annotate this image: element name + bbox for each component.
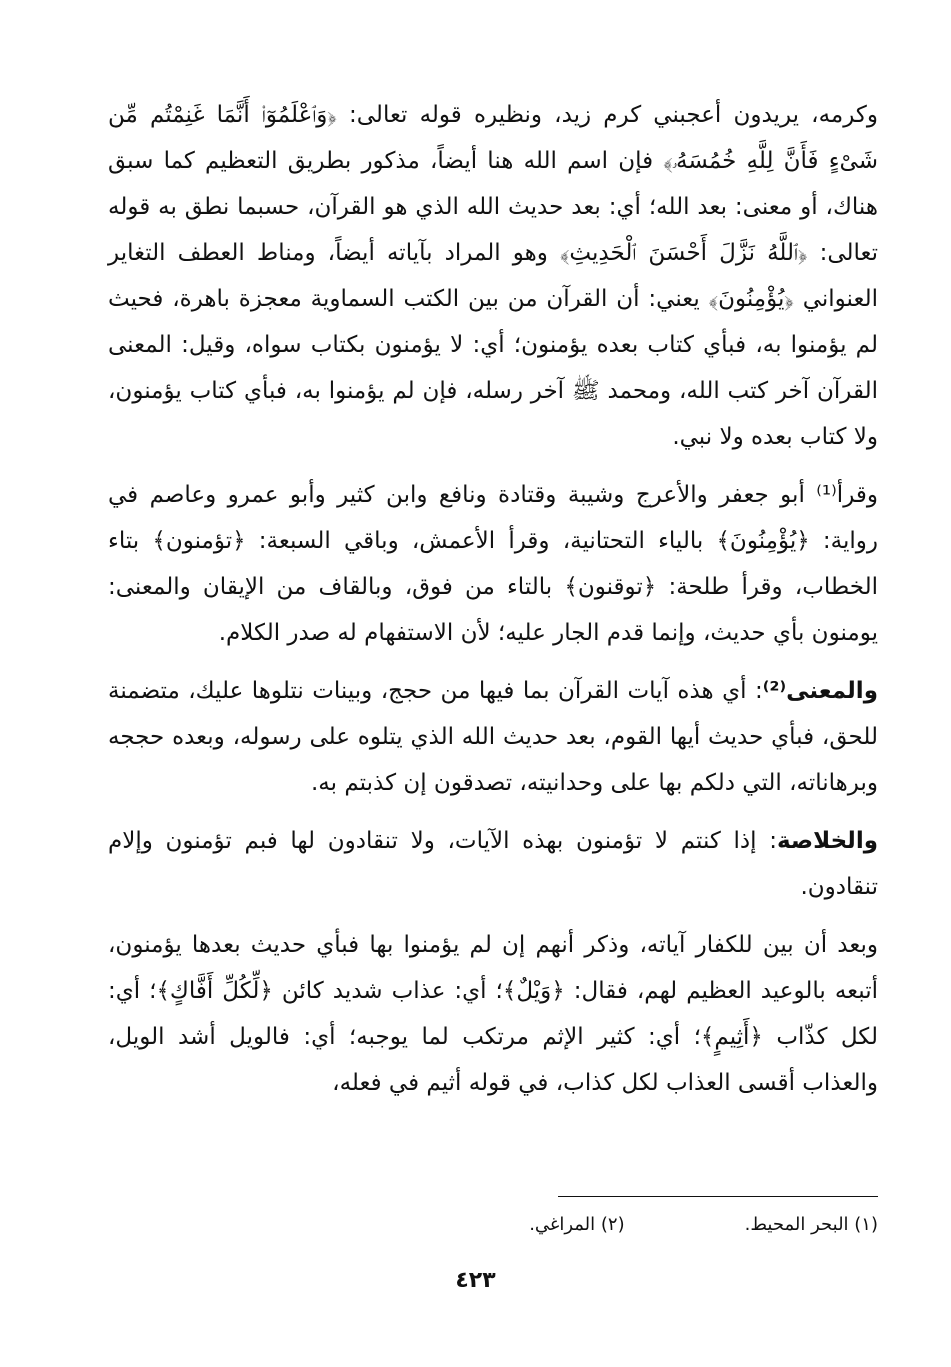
- paragraph-2-text: وقرأ⁽¹⁾ أبو جعفر والأعرج وشيبة وقتادة ونافع وابن كثير وأبو عمرو وعاصم في رواية: ﴿يُؤْمِنُونَ﴾ بالياء التحتانية، وقرأ الأعمش، وباقي السبعة: ﴿تؤمنون﴾ بتاء الخطاب، وقرأ طلحة: ﴿توقنون﴾ بالتاء من فوق، وبالقاف من الإيقان والمعنى: يومنون بأي حديث، وإنما قدم الجار عليه؛ لأن الاستفهام له صدر الكلام.: [108, 482, 878, 646]
- paragraph-1-text: وكرمه، يريدون أعجبني كرم زيد، ونظيره قوله تعالى: ﴿وَٱعْلَمُوٓا۟ أَنَّمَا غَنِمْتُم مِّن شَىْءٍ فَأَنَّ لِلَّهِ خُمُسَهُۥ﴾ فإن اسم الله هنا أيضاً، مذكور بطريق التعظيم كما سبق هناك، أو معنى: بعد الله؛ أي: بعد حديث الله الذي هو القرآن، حسبما نطق به قوله تعالى: ﴿ٱللَّهُ نَزَّلَ أَحْسَنَ ٱلْحَدِيثِ﴾ وهو المراد بآياته أيضاً، ومناط العطف التغاير العنواني ﴿يُؤْمِنُونَ﴾ يعني: أن القرآن من بين الكتب السماوية معجزة باهرة، فحيث لم يؤمنوا به، فبأي كتاب بعده يؤمنون؛ أي: لا يؤمنون بكتاب سواه، وقيل: المعنى القرآن آخر كتب الله، ومحمد ﷺ آخر رسله، فإن لم يؤمنوا به، فبأي كتاب يؤمنون، ولا كتاب بعده ولا نبي.: [108, 102, 878, 450]
- paragraph-3-text: : أي هذه آيات القرآن بما فيها من حجج، وبينات نتلوها عليك، متضمنة للحق، فبأي حديث أيها القوم، بعد حديث الله الذي يتلوه على رسوله، وبعده حججه وبرهاناته، التي دلكم بها على وحدانيته، تصدقون إن كذبتم به.: [108, 678, 878, 796]
- paragraph-4-text: : إذا كنتم لا تؤمنون بهذه الآيات، ولا تنقادون لها فبم تؤمنون وإلام تنقادون.: [108, 828, 878, 900]
- paragraph-3-lead: والمعنى⁽²⁾: [762, 678, 878, 704]
- footnotes: [529, 1214, 878, 1235]
- paragraph-4-lead: والخلاصة: [776, 828, 878, 854]
- page-number: ٤٢٣: [455, 1268, 496, 1293]
- paragraph-2: [108, 472, 878, 656]
- paragraph-4: [108, 818, 878, 910]
- paragraph-5-text: وبعد أن بين للكفار آياته، وذكر أنهم إن لم يؤمنوا بها فبأي حديث بعدها يؤمنون، أتبعه بالوعيد العظيم لهم، فقال: ﴿وَيْلٌ﴾؛ أي: عذاب شديد كائن ﴿لِّكُلِّ أَفَّاكٍ﴾؛ أي: لكل كذّاب ﴿أَثِيمٍ﴾؛ أي: كثير الإثم مرتكب لما يوجبه؛ أي: فالويل أشد الويل، والعذاب أقسى العذاب لكل كذاب، في قوله أثيم في فعله،: [108, 932, 878, 1096]
- paragraph-1: [108, 92, 878, 460]
- footnote-1: (١) البحر المحيط.: [744, 1214, 878, 1235]
- paragraph-5: [108, 922, 878, 1106]
- footnote-divider: [558, 1196, 878, 1197]
- paragraph-3: [108, 668, 878, 806]
- footnote-2: (٢) المراغي.: [529, 1214, 625, 1235]
- page-body: [108, 92, 878, 1106]
